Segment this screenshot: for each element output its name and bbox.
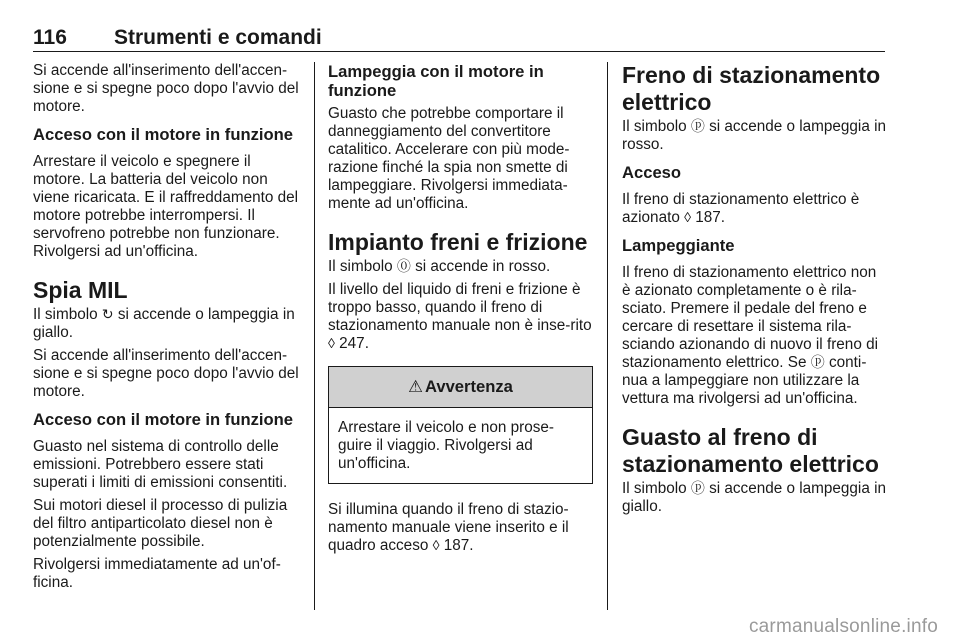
paragraph: Guasto nel sistema di controllo delle emissioni. Potrebbero essere stati superati i limiti di emissioni consentiti. xyxy=(33,438,288,491)
section-title-brakes: Impianto freni e frizione xyxy=(328,229,588,255)
column-1 xyxy=(33,62,301,597)
warning-header xyxy=(329,367,592,407)
chapter-title: Strumenti e comandi xyxy=(114,26,322,49)
paragraph: Si accende all'inserimento dell'accen-sione e si spegne poco dopo l'avvio del motore. xyxy=(33,62,299,115)
section-heading: Lampeggiante xyxy=(622,236,735,255)
warning-body xyxy=(329,407,592,483)
page-number: 116 xyxy=(33,26,67,49)
column-divider xyxy=(314,62,315,610)
paragraph: Guasto che potrebbe comportare il danneggiamento del convertitore catalitico. Accelerare con più mode-razione finché la spia non smette di lampeggiare. Rivolgersi immediata-mente ad un'officina. xyxy=(328,105,570,212)
section-title-epb-fault: Guasto al freno di stazionamento elettrico xyxy=(622,424,879,477)
section-heading: Acceso con il motore in funzione xyxy=(33,125,293,144)
page-header xyxy=(33,26,885,52)
brake-warning-icon: ⓪ xyxy=(396,258,411,274)
warning-text: Arrestare il veicolo e non prose-guire il viaggio. Rivolgersi ad un'officina. xyxy=(338,419,554,472)
warning-title: Avvertenza xyxy=(424,377,513,396)
page-reference-icon: ◊ xyxy=(432,537,440,553)
section-title-mil: Spia MIL xyxy=(33,277,128,303)
section-heading: Acceso xyxy=(622,163,682,182)
paragraph: Il simbolo ⓟ si accende o lampeggia in rosso. xyxy=(622,118,886,153)
paragraph: Si illumina quando il freno di stazio-namento manuale viene inserito e il quadro acceso ◊ 187. xyxy=(328,501,569,554)
parking-brake-icon: ⓟ xyxy=(810,354,825,370)
section-heading: Lampeggia con il motore in funzione xyxy=(328,62,544,100)
column-divider xyxy=(607,62,608,610)
section-title-epb: Freno di stazionamento elettrico xyxy=(622,62,881,115)
paragraph: Il livello del liquido di freni e frizione è troppo basso, quando il freno di stazionamento manuale non è inse-rito ◊ 247. xyxy=(328,281,592,352)
paragraph: Il freno di stazionamento elettrico non è azionato completamente o è rila-sciato. Premere il pedale del freno e cercare di resettare il sistema rila-sciando azionando di nuovo il freno di stazionamento elettrico. Se ⓟ conti-nua a lampeggiare non utilizzare la vettura ma rivolgersi ad un'officina. xyxy=(622,264,878,407)
paragraph: Rivolgersi immediatamente ad un'of-ficina. xyxy=(33,556,281,591)
watermark: carmanualsonline.info xyxy=(748,616,938,637)
column-3 xyxy=(622,62,887,521)
paragraph: Il simbolo ⓪ si accende in rosso. xyxy=(328,258,551,275)
paragraph: Il simbolo ⓟ si accende o lampeggia in giallo. xyxy=(622,480,886,515)
column-2 xyxy=(328,62,593,560)
parking-brake-fault-icon: ⓟ xyxy=(690,480,705,496)
paragraph: Il freno di stazionamento elettrico è azionato ◊ 187. xyxy=(622,191,860,226)
page-reference-icon: ◊ xyxy=(684,209,692,225)
section-heading: Acceso con il motore in funzione xyxy=(33,410,293,429)
paragraph: Si accende all'inserimento dell'accen-sione e si spegne poco dopo l'avvio del motore. xyxy=(33,347,299,400)
page-reference-icon: ◊ xyxy=(328,335,335,351)
paragraph: Il simbolo ↻ si accende o lampeggia in giallo. xyxy=(33,306,295,341)
warning-triangle-icon: ⚠ xyxy=(408,377,423,396)
paragraph: Arrestare il veicolo e spegnere il motore. La batteria del veicolo non viene ricaricata. E il raffreddamento del motore potrebbe interrompersi. Il servofreno potrebbe non funzionare. Rivolgersi ad un'officina. xyxy=(33,153,298,260)
parking-brake-icon: ⓟ xyxy=(690,118,705,134)
paragraph: Sui motori diesel il processo di pulizia del filtro antiparticolato diesel non è potenzialmente possibile. xyxy=(33,497,288,550)
engine-check-icon: ↻ xyxy=(101,306,114,322)
warning-box xyxy=(328,366,593,484)
